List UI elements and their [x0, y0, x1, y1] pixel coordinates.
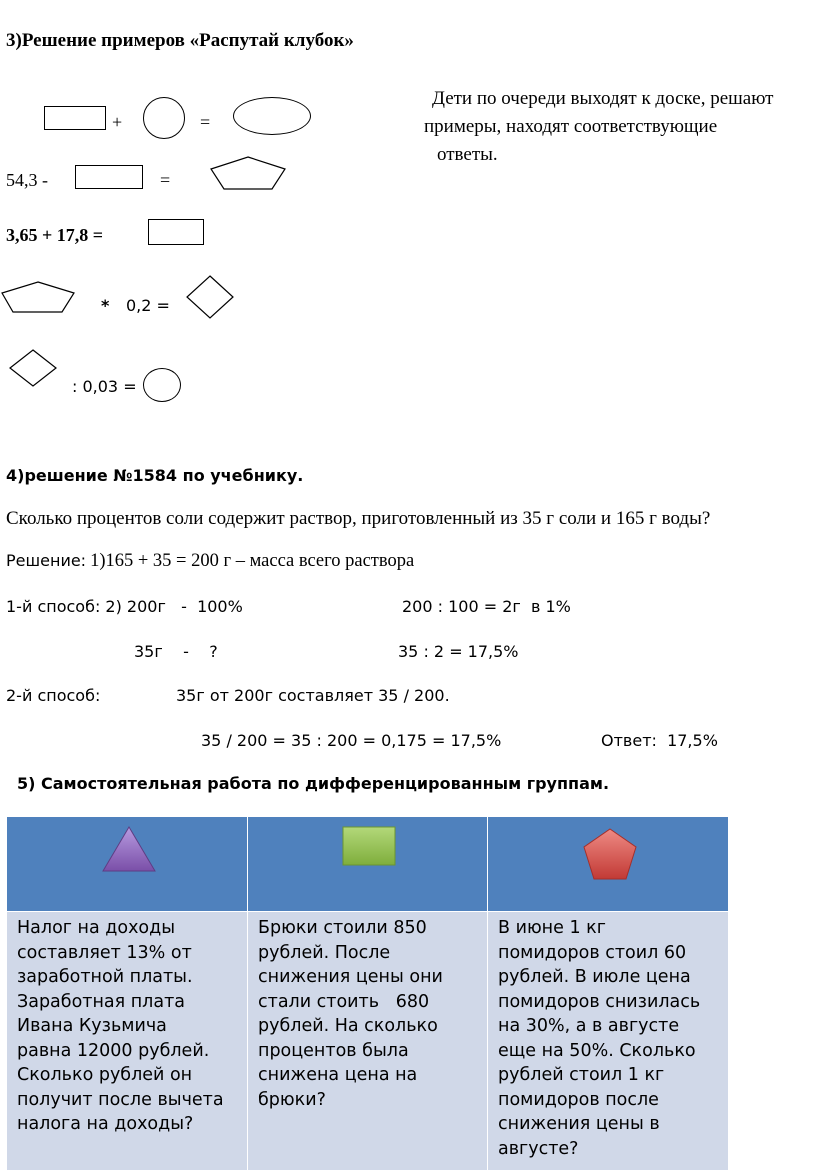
task-line: снижения цены в [498, 1114, 660, 1134]
way1-label: 1-й способ: 2) 200г - 100% [6, 597, 243, 616]
answer-text: Ответ: 17,5% [601, 731, 718, 750]
task-line: процентов была [258, 1040, 409, 1061]
task-line: снижена цена на [258, 1065, 418, 1085]
task-line: Ивана Кузьмича [17, 1016, 167, 1036]
task-line: рублей. На сколько [258, 1016, 438, 1036]
task-line: Сколько рублей он [17, 1065, 193, 1085]
task-line: получит после вычета [17, 1089, 224, 1110]
way2-text: 35г от 200г составляет 35 / 200. [176, 686, 450, 705]
section5-title: 5) Самостоятельная работа по дифференцированным группам. [17, 774, 610, 793]
task-line: еще на 50%. Сколько [498, 1040, 696, 1061]
task-line: рублей стоил 1 кг [498, 1065, 665, 1085]
way2-label: 2-й способ: [6, 686, 101, 705]
note-line-1: Дети по очереди выходят к доске, решают [432, 88, 774, 109]
pentagon-icon [582, 827, 638, 881]
task-line: В июне 1 кг [498, 918, 606, 938]
task-line: рублей. После [258, 942, 391, 963]
task-line: стали стоить 680 [258, 991, 430, 1012]
group-2-header [248, 817, 488, 912]
way1-line2: 35г - ? [134, 642, 218, 661]
triangle-icon [99, 825, 159, 875]
task-line: августе? [498, 1138, 579, 1159]
equals-sign: = [160, 170, 171, 190]
task-line: равна 12000 рублей. [17, 1040, 210, 1061]
square-icon [341, 825, 397, 867]
plus-sign: + [112, 112, 123, 132]
way1-calc2: 35 : 2 = 17,5% [398, 642, 519, 661]
expression-3-65: 3,65 + 17,8 = [6, 225, 104, 245]
group-2-task [248, 912, 488, 1171]
problem-question: Сколько процентов соли содержит раствор, приготовленный из 35 г соли и 165 г воды? [6, 508, 711, 529]
tasks-table [6, 816, 729, 1171]
table-header-row [7, 817, 729, 912]
task-line: заработной платы. [17, 967, 193, 987]
equals-sign: = [200, 112, 211, 132]
rectangle-blank [75, 165, 143, 189]
section3-title: 3)Решение примеров «Распутай клубок» [6, 30, 354, 51]
ellipse-blank [233, 97, 311, 135]
task-line: Налог на доходы [17, 918, 176, 938]
number-54-3: 54,3 - [6, 170, 48, 190]
table-row [7, 912, 729, 1171]
circle-blank [143, 368, 181, 402]
task-line: брюки? [258, 1089, 326, 1110]
expression-0-03: : 0,03 = [72, 377, 137, 396]
group-1-header [7, 817, 248, 912]
note-line-3: ответы. [437, 144, 498, 165]
task-line: налога на доходы? [17, 1114, 194, 1134]
group-3-header [488, 817, 729, 912]
solution-label: Решение: [6, 551, 87, 570]
rectangle-blank [148, 219, 204, 245]
task-line: Брюки стоили 850 [258, 918, 427, 938]
solution-step: 1)165 + 35 = 200 г – масса всего раствора [90, 551, 415, 571]
group-1-task [7, 912, 248, 1171]
task-line: Заработная плата [17, 991, 185, 1012]
solution-line [6, 551, 414, 572]
group-3-task [488, 912, 729, 1171]
rhombus-blank-icon [8, 348, 58, 388]
task-line: на 30%, а в августе [498, 1016, 680, 1036]
pentagon-blank-icon [0, 280, 78, 314]
task-line: рублей. В июле цена [498, 967, 691, 987]
circle-blank [143, 97, 185, 139]
way1-calc1: 200 : 100 = 2г в 1% [402, 597, 571, 616]
task-line: составляет 13% от [17, 942, 192, 963]
pentagon-blank-icon [208, 155, 288, 191]
task-line: помидоров снизилась [498, 991, 701, 1012]
multiply-star: * [101, 296, 110, 315]
expression-0-2: 0,2 = [126, 296, 170, 315]
task-line: снижения цены они [258, 967, 443, 987]
task-line: помидоров после [498, 1089, 659, 1110]
rhombus-blank-icon [185, 274, 235, 320]
way2-calc: 35 / 200 = 35 : 200 = 0,175 = 17,5% [201, 731, 502, 750]
section4-title: 4)решение №1584 по учебнику. [6, 466, 304, 485]
note-line-2: примеры, находят соответствующие [424, 116, 718, 137]
rectangle-blank [44, 106, 106, 130]
task-line: помидоров стоил 60 [498, 942, 687, 963]
